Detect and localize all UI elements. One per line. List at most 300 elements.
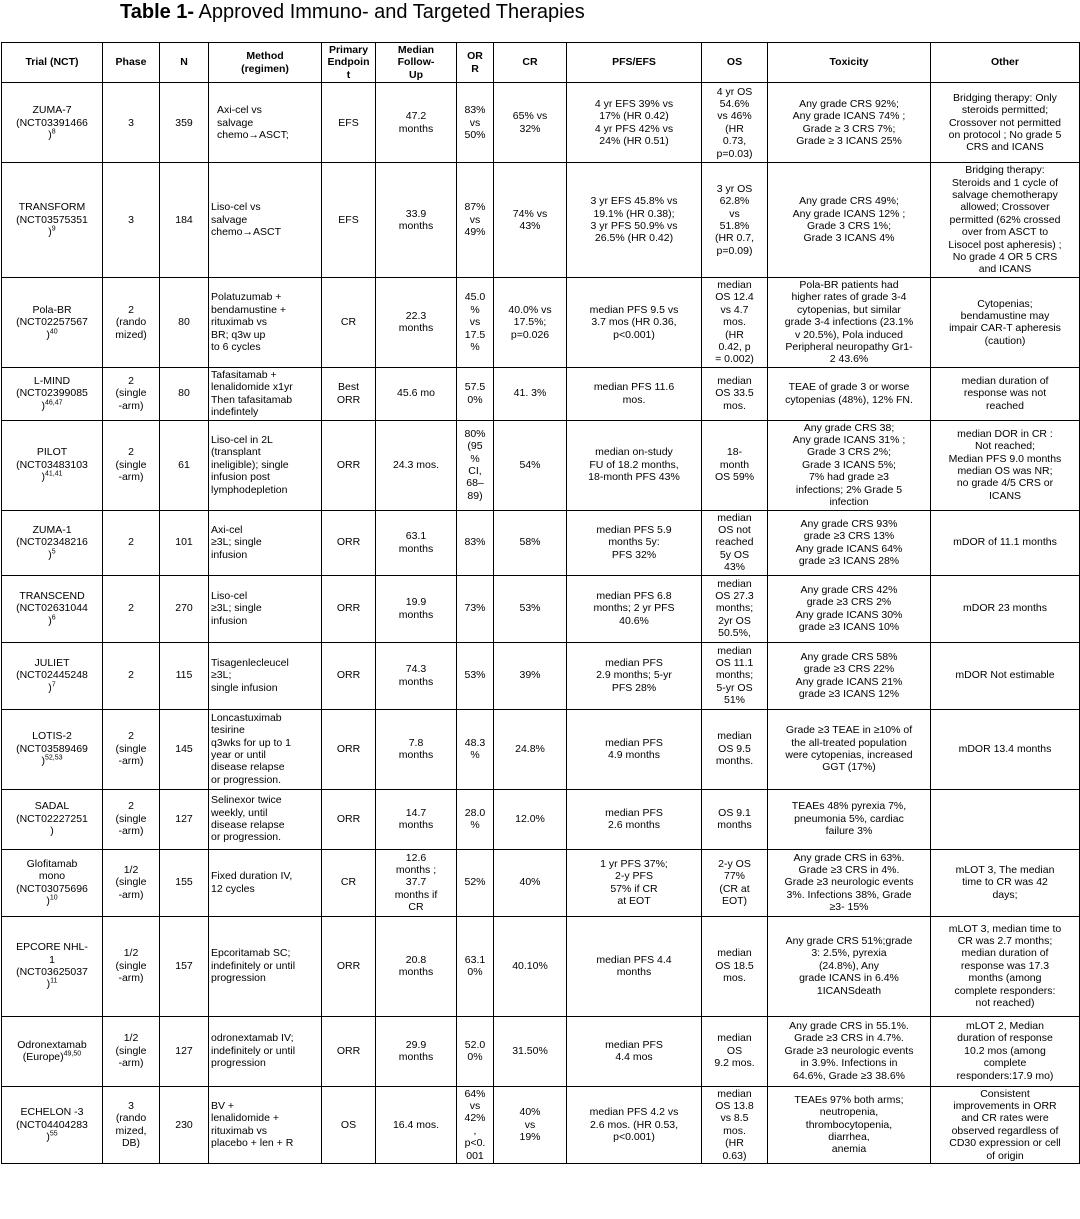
other-cell-text: Bridging therapy: Steroids and 1 cycle of salvage chemotherapy allowed; Crossover permitted (62% crossed over from ASCT to Lisocel post apheresis) ; No grade 4 OR 5 CRS and ICANS (948, 164, 1062, 276)
pfs-efs-cell (567, 916, 702, 1016)
pfs-efs-cell (567, 163, 702, 278)
method-cell (209, 420, 322, 510)
table-row (2, 420, 1080, 510)
other-cell-text: median duration of response was not reached (961, 375, 1049, 412)
orr-cell (457, 277, 494, 367)
cr-cell (494, 916, 567, 1016)
endpoint-cell (322, 916, 376, 1016)
trial-cell (2, 510, 103, 575)
followup-cell-text: 20.8 months (398, 953, 434, 979)
orr-cell (457, 83, 494, 163)
phase-cell-text: 2 (128, 536, 134, 549)
n-cell-text: 359 (175, 116, 193, 129)
followup-cell-text: 14.7 months (398, 806, 434, 832)
os-cell (702, 709, 768, 789)
pfs-efs-cell-text: median PFS 2.6 months (605, 806, 663, 832)
phase-cell (103, 789, 160, 849)
pfs-efs-cell (567, 849, 702, 916)
other-cell (931, 789, 1080, 849)
followup-cell (376, 849, 457, 916)
toxicity-cell-text: Any grade CRS 93% grade ≥3 CRS 13% Any grade ICANS 64% grade ≥3 ICANS 28% (795, 517, 903, 567)
other-cell (931, 916, 1080, 1016)
phase-cell (103, 916, 160, 1016)
toxicity-cell (768, 916, 931, 1016)
endpoint-cell (322, 1086, 376, 1163)
phase-cell (103, 1016, 160, 1086)
method-cell-text: Liso-cel ≥3L; single infusion (211, 589, 262, 627)
method-cell-text: Tafasitamab + lenalidomide x1yr Then tafasitamab indefintely (211, 368, 293, 419)
endpoint-cell (322, 849, 376, 916)
toxicity-cell (768, 642, 931, 709)
followup-cell-text: 19.9 months (398, 596, 434, 621)
followup-cell-text: 47.2 months (398, 110, 434, 135)
pfs-efs-cell-text: median PFS 11.6 mos. (593, 381, 675, 406)
orr-cell-text: 53% (464, 669, 486, 682)
n-cell (160, 916, 209, 1016)
trial-cell (2, 849, 103, 916)
trial-cell-text: LOTIS-2 (NCT03589469 ) (16, 730, 88, 768)
endpoint-cell (322, 510, 376, 575)
phase-cell-text: 2 (single -arm) (115, 375, 147, 412)
toxicity-cell (768, 277, 931, 367)
phase-cell-text: 1/2 (single -arm) (115, 947, 147, 985)
toxicity-cell (768, 367, 931, 420)
other-cell-text: mLOT 3, The median time to CR was 42 days; (955, 863, 1055, 901)
other-cell-text: Consistent improvements in ORR and CR rates were observed regardless of CD30 expression or cell of origin (949, 1087, 1061, 1162)
table-row (2, 1016, 1080, 1086)
orr-cell-text: 64% vs 42% , p<0. 001 (464, 1087, 486, 1162)
phase-cell-text: 3 (128, 116, 134, 129)
n-cell (160, 83, 209, 163)
method-cell-text: Selinexor twice weekly, until disease relapse or progression. (211, 794, 285, 844)
phase-cell (103, 849, 160, 916)
endpoint-cell-text: CR (340, 876, 357, 889)
table-row (2, 789, 1080, 849)
phase-cell (103, 163, 160, 278)
table-row (2, 277, 1080, 367)
orr-cell (457, 642, 494, 709)
header-followup: Median Follow- Up (376, 43, 457, 83)
followup-cell-text: 22.3 months (398, 309, 434, 335)
orr-cell (457, 1016, 494, 1086)
pfs-efs-cell (567, 510, 702, 575)
header-trial: Trial (NCT) (2, 43, 103, 83)
method-cell (209, 367, 322, 420)
n-cell-text: 61 (178, 458, 190, 471)
cr-cell-text: 31.50% (512, 1044, 548, 1057)
trial-cell (2, 1086, 103, 1163)
orr-cell-text: 48.3 % (464, 736, 486, 762)
table-row (2, 1086, 1080, 1163)
endpoint-cell-text: ORR (336, 1044, 361, 1057)
os-cell-text: median OS 18.5 mos. (715, 947, 754, 985)
cr-cell-text: 53% (519, 602, 541, 615)
cr-cell (494, 510, 567, 575)
cr-cell (494, 575, 567, 642)
cr-cell (494, 849, 567, 916)
reference-superscript: 6 (51, 614, 56, 622)
os-cell (702, 277, 768, 367)
followup-cell (376, 709, 457, 789)
pfs-efs-cell (567, 277, 702, 367)
other-cell (931, 163, 1080, 278)
toxicity-cell-text: Pola-BR patients had higher rates of grade 3-4 cytopenias, but similar grade 3-4 infections (23.1% v 20.5%), Pola induced Peripheral neuropathy Gr1- 2 43.6% (784, 278, 914, 366)
trial-cell-text: EPCORE NHL- 1 (NCT03625037 ) (16, 941, 88, 991)
header-other: Other (931, 43, 1080, 83)
os-cell-text: median OS 13.8 vs 8.5 mos. (HR 0.63) (715, 1087, 754, 1162)
method-cell-text: Epcoritamab SC; indefinitely or until progression (211, 947, 296, 985)
reference-superscript: 11 (50, 977, 58, 985)
cr-cell-text: 65% vs 32% (512, 110, 548, 135)
trial-cell (2, 163, 103, 278)
cr-cell (494, 642, 567, 709)
pfs-efs-cell-text: median PFS 6.8 months; 2 yr PFS 40.6% (593, 589, 675, 627)
other-cell (931, 277, 1080, 367)
cr-cell-text: 40% vs 19% (519, 1106, 541, 1143)
toxicity-cell (768, 83, 931, 163)
reference-superscript: 5 (51, 548, 56, 556)
reference-superscript: 9 (51, 225, 56, 233)
pfs-efs-cell-text: 3 yr EFS 45.8% vs 19.1% (HR 0.38); 3 yr PFS 50.9% vs 26.5% (HR 0.42) (590, 195, 678, 245)
trial-cell-text: ZUMA-1 (NCT02348216 ) (16, 523, 88, 561)
n-cell (160, 789, 209, 849)
cr-cell-text: 58% (519, 536, 541, 549)
table-row (2, 642, 1080, 709)
header-os: OS (702, 43, 768, 83)
endpoint-cell-text: Best ORR (336, 381, 361, 406)
trial-cell-text: TRANSCEND (NCT02631044 ) (16, 589, 88, 627)
n-cell-text: 80 (178, 387, 190, 400)
cr-cell (494, 277, 567, 367)
pfs-efs-cell (567, 642, 702, 709)
phase-cell (103, 83, 160, 163)
orr-cell-text: 57.5 0% (464, 381, 486, 406)
reference-superscript: 7 (51, 681, 56, 689)
toxicity-cell-text: TEAEs 97% both arms; neutropenia, thrombocytopenia, diarrhea, anemia (794, 1093, 904, 1156)
trial-cell-text: L-MIND (NCT02399085 ) (16, 375, 88, 412)
phase-cell-text: 2 (128, 669, 134, 682)
method-cell (209, 510, 322, 575)
pfs-efs-cell (567, 1086, 702, 1163)
trial-cell-text: SADAL (NCT02227251 ) (16, 800, 88, 838)
os-cell (702, 789, 768, 849)
orr-cell (457, 367, 494, 420)
endpoint-cell (322, 83, 376, 163)
os-cell (702, 916, 768, 1016)
os-cell-text: 2-y OS 77% (CR at EOT) (718, 857, 751, 907)
reference-superscript: 10 (49, 894, 58, 902)
method-cell (209, 1086, 322, 1163)
pfs-efs-cell-text: median PFS 5.9 months 5y: PFS 32% (596, 523, 672, 561)
followup-cell-text: 33.9 months (398, 207, 434, 233)
trial-cell-text: PILOT (NCT03483103 ) (16, 446, 88, 484)
phase-cell-text: 3 (128, 213, 134, 226)
phase-cell (103, 367, 160, 420)
cr-cell (494, 709, 567, 789)
header-pfs-efs: PFS/EFS (567, 43, 702, 83)
pfs-efs-cell (567, 789, 702, 849)
table-row (2, 709, 1080, 789)
other-cell (931, 420, 1080, 510)
method-cell-text: Axi-cel ≥3L; single infusion (211, 523, 262, 561)
cr-cell-text: 74% vs 43% (512, 207, 548, 233)
method-cell (209, 709, 322, 789)
phase-cell (103, 1086, 160, 1163)
cr-cell-text: 54% (519, 458, 541, 471)
os-cell (702, 1016, 768, 1086)
os-cell (702, 83, 768, 163)
toxicity-cell-text: Any grade CRS 49%; Any grade ICANS 12% ; Grade 3 CRS 1%; Grade 3 ICANS 4% (792, 195, 906, 245)
followup-cell-text: 16.4 mos. (392, 1118, 440, 1131)
phase-cell-text: 2 (single -arm) (115, 800, 147, 838)
orr-cell (457, 709, 494, 789)
phase-cell (103, 510, 160, 575)
reference-superscript: 8 (51, 128, 56, 136)
followup-cell (376, 1086, 457, 1163)
method-cell (209, 642, 322, 709)
os-cell (702, 1086, 768, 1163)
n-cell (160, 709, 209, 789)
os-cell-text: median OS 27.3 months; 2yr OS 50.5%, (715, 577, 754, 640)
pfs-efs-cell-text: median PFS 4.4 months (596, 953, 672, 979)
table-row (2, 367, 1080, 420)
method-cell-text: Polatuzumab + bendamustine + rituximab vs BR; q3w up to 6 cycles (211, 291, 287, 353)
method-cell-text: odronextamab IV; indefinitely or until progression (211, 1032, 296, 1070)
other-cell (931, 849, 1080, 916)
other-cell-text: mDOR of 11.1 months (953, 536, 1057, 549)
endpoint-cell (322, 575, 376, 642)
os-cell (702, 163, 768, 278)
pfs-efs-cell (567, 367, 702, 420)
endpoint-cell (322, 163, 376, 278)
cr-cell-text: 41. 3% (513, 387, 547, 400)
followup-cell (376, 642, 457, 709)
phase-cell (103, 277, 160, 367)
other-cell-text: Cytopenias; bendamustine may impair CAR-T apheresis (caution) (949, 297, 1061, 347)
n-cell-text: 80 (178, 316, 190, 329)
n-cell (160, 367, 209, 420)
trial-cell (2, 420, 103, 510)
orr-cell-text: 52% (464, 876, 486, 889)
trial-cell (2, 83, 103, 163)
other-cell-text: mDOR Not estimable (955, 669, 1055, 682)
endpoint-cell-text: ORR (336, 602, 361, 615)
followup-cell (376, 420, 457, 510)
followup-cell (376, 510, 457, 575)
toxicity-cell (768, 163, 931, 278)
method-cell (209, 575, 322, 642)
method-cell-text: Tisagenlecleucel ≥3L; single infusion (211, 656, 289, 694)
toxicity-cell-text: Any grade CRS in 63%. Grade ≥3 CRS in 4%. Grade ≥3 neurologic events 3%. Infections 38%, Grade ≥3- 15% (784, 851, 914, 914)
pfs-efs-cell (567, 709, 702, 789)
method-cell-text: BV + lenalidomide + rituximab vs placebo + len + R (211, 1099, 294, 1150)
toxicity-cell (768, 420, 931, 510)
other-cell-text: mDOR 23 months (962, 602, 1048, 615)
toxicity-cell (768, 575, 931, 642)
endpoint-cell-text: CR (340, 316, 357, 329)
trial-cell (2, 916, 103, 1016)
orr-cell-text: 87% vs 49% (464, 201, 486, 239)
orr-cell-text: 52.0 0% (464, 1038, 486, 1064)
phase-cell-text: 1/2 (single -arm) (115, 1032, 147, 1070)
phase-cell-text: 3 (rando mized, DB) (115, 1099, 147, 1150)
method-cell-text: Loncastuximab tesirine q3wks for up to 1 year or until disease relapse or progression. (211, 711, 291, 786)
phase-cell (103, 420, 160, 510)
orr-cell (457, 1086, 494, 1163)
endpoint-cell-text: ORR (336, 458, 361, 471)
cr-cell-text: 40.0% vs 17.5%; p=0.026 (508, 303, 552, 341)
other-cell-text: mLOT 3, median time to CR was 2.7 months; median duration of response was 17.3 months (among complete responders: not reached) (948, 922, 1062, 1010)
cr-cell (494, 83, 567, 163)
trial-cell-text: JULIET (NCT02445248 ) (16, 656, 88, 694)
pfs-efs-cell-text: 4 yr EFS 39% vs 17% (HR 0.42) 4 yr PFS 42% vs 24% (HR 0.51) (594, 97, 674, 148)
phase-cell-text: 2 (128, 602, 134, 615)
toxicity-cell (768, 1086, 931, 1163)
followup-cell (376, 83, 457, 163)
followup-cell (376, 277, 457, 367)
trial-cell (2, 575, 103, 642)
os-cell (702, 420, 768, 510)
n-cell-text: 115 (175, 669, 193, 682)
pfs-efs-cell-text: median PFS 4.9 months (605, 736, 663, 762)
pfs-efs-cell-text: median PFS 9.5 vs 3.7 mos (HR 0.36, p<0.001) (589, 303, 679, 341)
followup-cell-text: 12.6 months ; 37.7 months if CR (394, 851, 438, 914)
method-cell-text: Axi-cel vs salvage chemo→ASCT; (217, 104, 289, 141)
followup-cell (376, 789, 457, 849)
followup-cell (376, 1016, 457, 1086)
orr-cell (457, 420, 494, 510)
header-endpoint: Primary Endpoin t (322, 43, 376, 83)
toxicity-cell-text: Any grade CRS 38; Any grade ICANS 31% ; Grade 3 CRS 2%; Grade 3 ICANS 5%; 7% had grade ≥3 infections; 2% Grade 5 infection (792, 421, 906, 509)
method-cell (209, 789, 322, 849)
os-cell (702, 367, 768, 420)
n-cell-text: 157 (175, 959, 193, 972)
trial-cell (2, 1016, 103, 1086)
n-cell-text: 127 (175, 812, 193, 825)
orr-cell-text: 73% (464, 602, 486, 615)
n-cell (160, 510, 209, 575)
cr-cell-text: 12.0% (515, 812, 545, 825)
orr-cell-text: 83% (464, 536, 486, 549)
os-cell-text: median OS 9.2 mos. (714, 1032, 755, 1070)
endpoint-cell (322, 642, 376, 709)
other-cell (931, 510, 1080, 575)
phase-cell-text: 2 (single -arm) (115, 446, 147, 484)
n-cell-text: 101 (175, 536, 193, 549)
method-cell (209, 163, 322, 278)
endpoint-cell-text: ORR (336, 742, 361, 755)
toxicity-cell-text: Any grade CRS 92%; Any grade ICANS 74% ; Grade ≥ 3 CRS 7%; Grade ≥ 3 ICANS 25% (792, 97, 906, 148)
toxicity-cell (768, 709, 931, 789)
pfs-efs-cell-text: median on-study FU of 18.2 months, 18-month PFS 43% (588, 446, 680, 484)
endpoint-cell (322, 789, 376, 849)
os-cell-text: OS 9.1 months (717, 806, 752, 832)
os-cell (702, 849, 768, 916)
therapies-table (1, 42, 1080, 1164)
endpoint-cell-text: ORR (336, 669, 361, 682)
endpoint-cell (322, 367, 376, 420)
os-cell-text: 4 yr OS 54.6% vs 46% (HR 0.73, p=0.03) (716, 85, 753, 160)
trial-cell (2, 709, 103, 789)
phase-cell-text: 1/2 (single -arm) (115, 863, 147, 901)
cr-cell (494, 420, 567, 510)
orr-cell (457, 789, 494, 849)
followup-cell-text: 24.3 mos. (392, 458, 440, 471)
cr-cell-text: 24.8% (515, 742, 545, 755)
table-row (2, 575, 1080, 642)
reference-superscript: 52,53 (44, 754, 63, 762)
endpoint-cell (322, 277, 376, 367)
method-cell (209, 916, 322, 1016)
endpoint-cell (322, 1016, 376, 1086)
cr-cell-text: 40% (519, 876, 541, 889)
cr-cell (494, 789, 567, 849)
trial-cell-text: Glofitamab mono (NCT03075696 ) (16, 857, 88, 907)
n-cell (160, 1016, 209, 1086)
reference-superscript: 41,41 (44, 470, 63, 478)
table-row (2, 83, 1080, 163)
toxicity-cell-text: Grade ≥3 TEAE in ≥10% of the all-treated population were cytopenias, increased GGT (17%) (785, 724, 913, 774)
table-row (2, 849, 1080, 916)
n-cell (160, 1086, 209, 1163)
toxicity-cell-text: Any grade CRS 58% grade ≥3 CRS 22% Any grade ICANS 21% grade ≥3 ICANS 12% (795, 650, 903, 700)
table-header-row (2, 43, 1080, 83)
cr-cell (494, 163, 567, 278)
method-cell (209, 277, 322, 367)
pfs-efs-cell (567, 575, 702, 642)
os-cell (702, 510, 768, 575)
reference-superscript: 46,47 (44, 399, 63, 407)
toxicity-cell-text: Any grade CRS 51%;grade 3: 2.5%, pyrexia (24.8%), Any grade ICANS in 6.4% 1ICANSdeath (785, 935, 913, 997)
header-orr: OR R (457, 43, 494, 83)
method-cell (209, 849, 322, 916)
n-cell-text: 270 (175, 602, 193, 615)
toxicity-cell-text: Any grade CRS 42% grade ≥3 CRS 2% Any grade ICANS 30% grade ≥3 ICANS 10% (795, 583, 903, 633)
trial-cell (2, 642, 103, 709)
cr-cell (494, 1016, 567, 1086)
followup-cell (376, 163, 457, 278)
phase-cell (103, 709, 160, 789)
reference-superscript: 55 (49, 1130, 58, 1138)
endpoint-cell-text: EFS (338, 116, 359, 129)
orr-cell-text: 63.1 0% (464, 953, 486, 979)
os-cell (702, 642, 768, 709)
cr-cell (494, 1086, 567, 1163)
header-method: Method (regimen) (209, 43, 322, 83)
pfs-efs-cell-text: 1 yr PFS 37%; 2-y PFS 57% if CR at EOT (600, 857, 668, 907)
table-body (2, 83, 1080, 1164)
os-cell-text: median OS 12.4 vs 4.7 mos. (HR 0.42, p = 0.002) (715, 278, 754, 366)
endpoint-cell-text: ORR (336, 959, 361, 972)
pfs-efs-cell-text: median PFS 2.9 months; 5-yr PFS 28% (596, 656, 672, 694)
trial-cell (2, 367, 103, 420)
toxicity-cell (768, 789, 931, 849)
pfs-efs-cell (567, 83, 702, 163)
trial-cell (2, 789, 103, 849)
reference-superscript: 49,50 (63, 1050, 82, 1058)
n-cell-text: 145 (175, 742, 193, 755)
header-n: N (160, 43, 209, 83)
n-cell (160, 420, 209, 510)
toxicity-cell-text: TEAE of grade 3 or worse cytopenias (48%), 12% FN. (785, 381, 913, 406)
other-cell (931, 83, 1080, 163)
n-cell (160, 642, 209, 709)
other-cell-text: mLOT 2, Median duration of response 10.2 mos (among complete responders:17.9 mo) (956, 1020, 1054, 1082)
phase-cell-text: 2 (single -arm) (115, 730, 147, 768)
followup-cell-text: 45.6 mo (397, 387, 435, 400)
header-toxicity: Toxicity (768, 43, 931, 83)
orr-cell (457, 916, 494, 1016)
